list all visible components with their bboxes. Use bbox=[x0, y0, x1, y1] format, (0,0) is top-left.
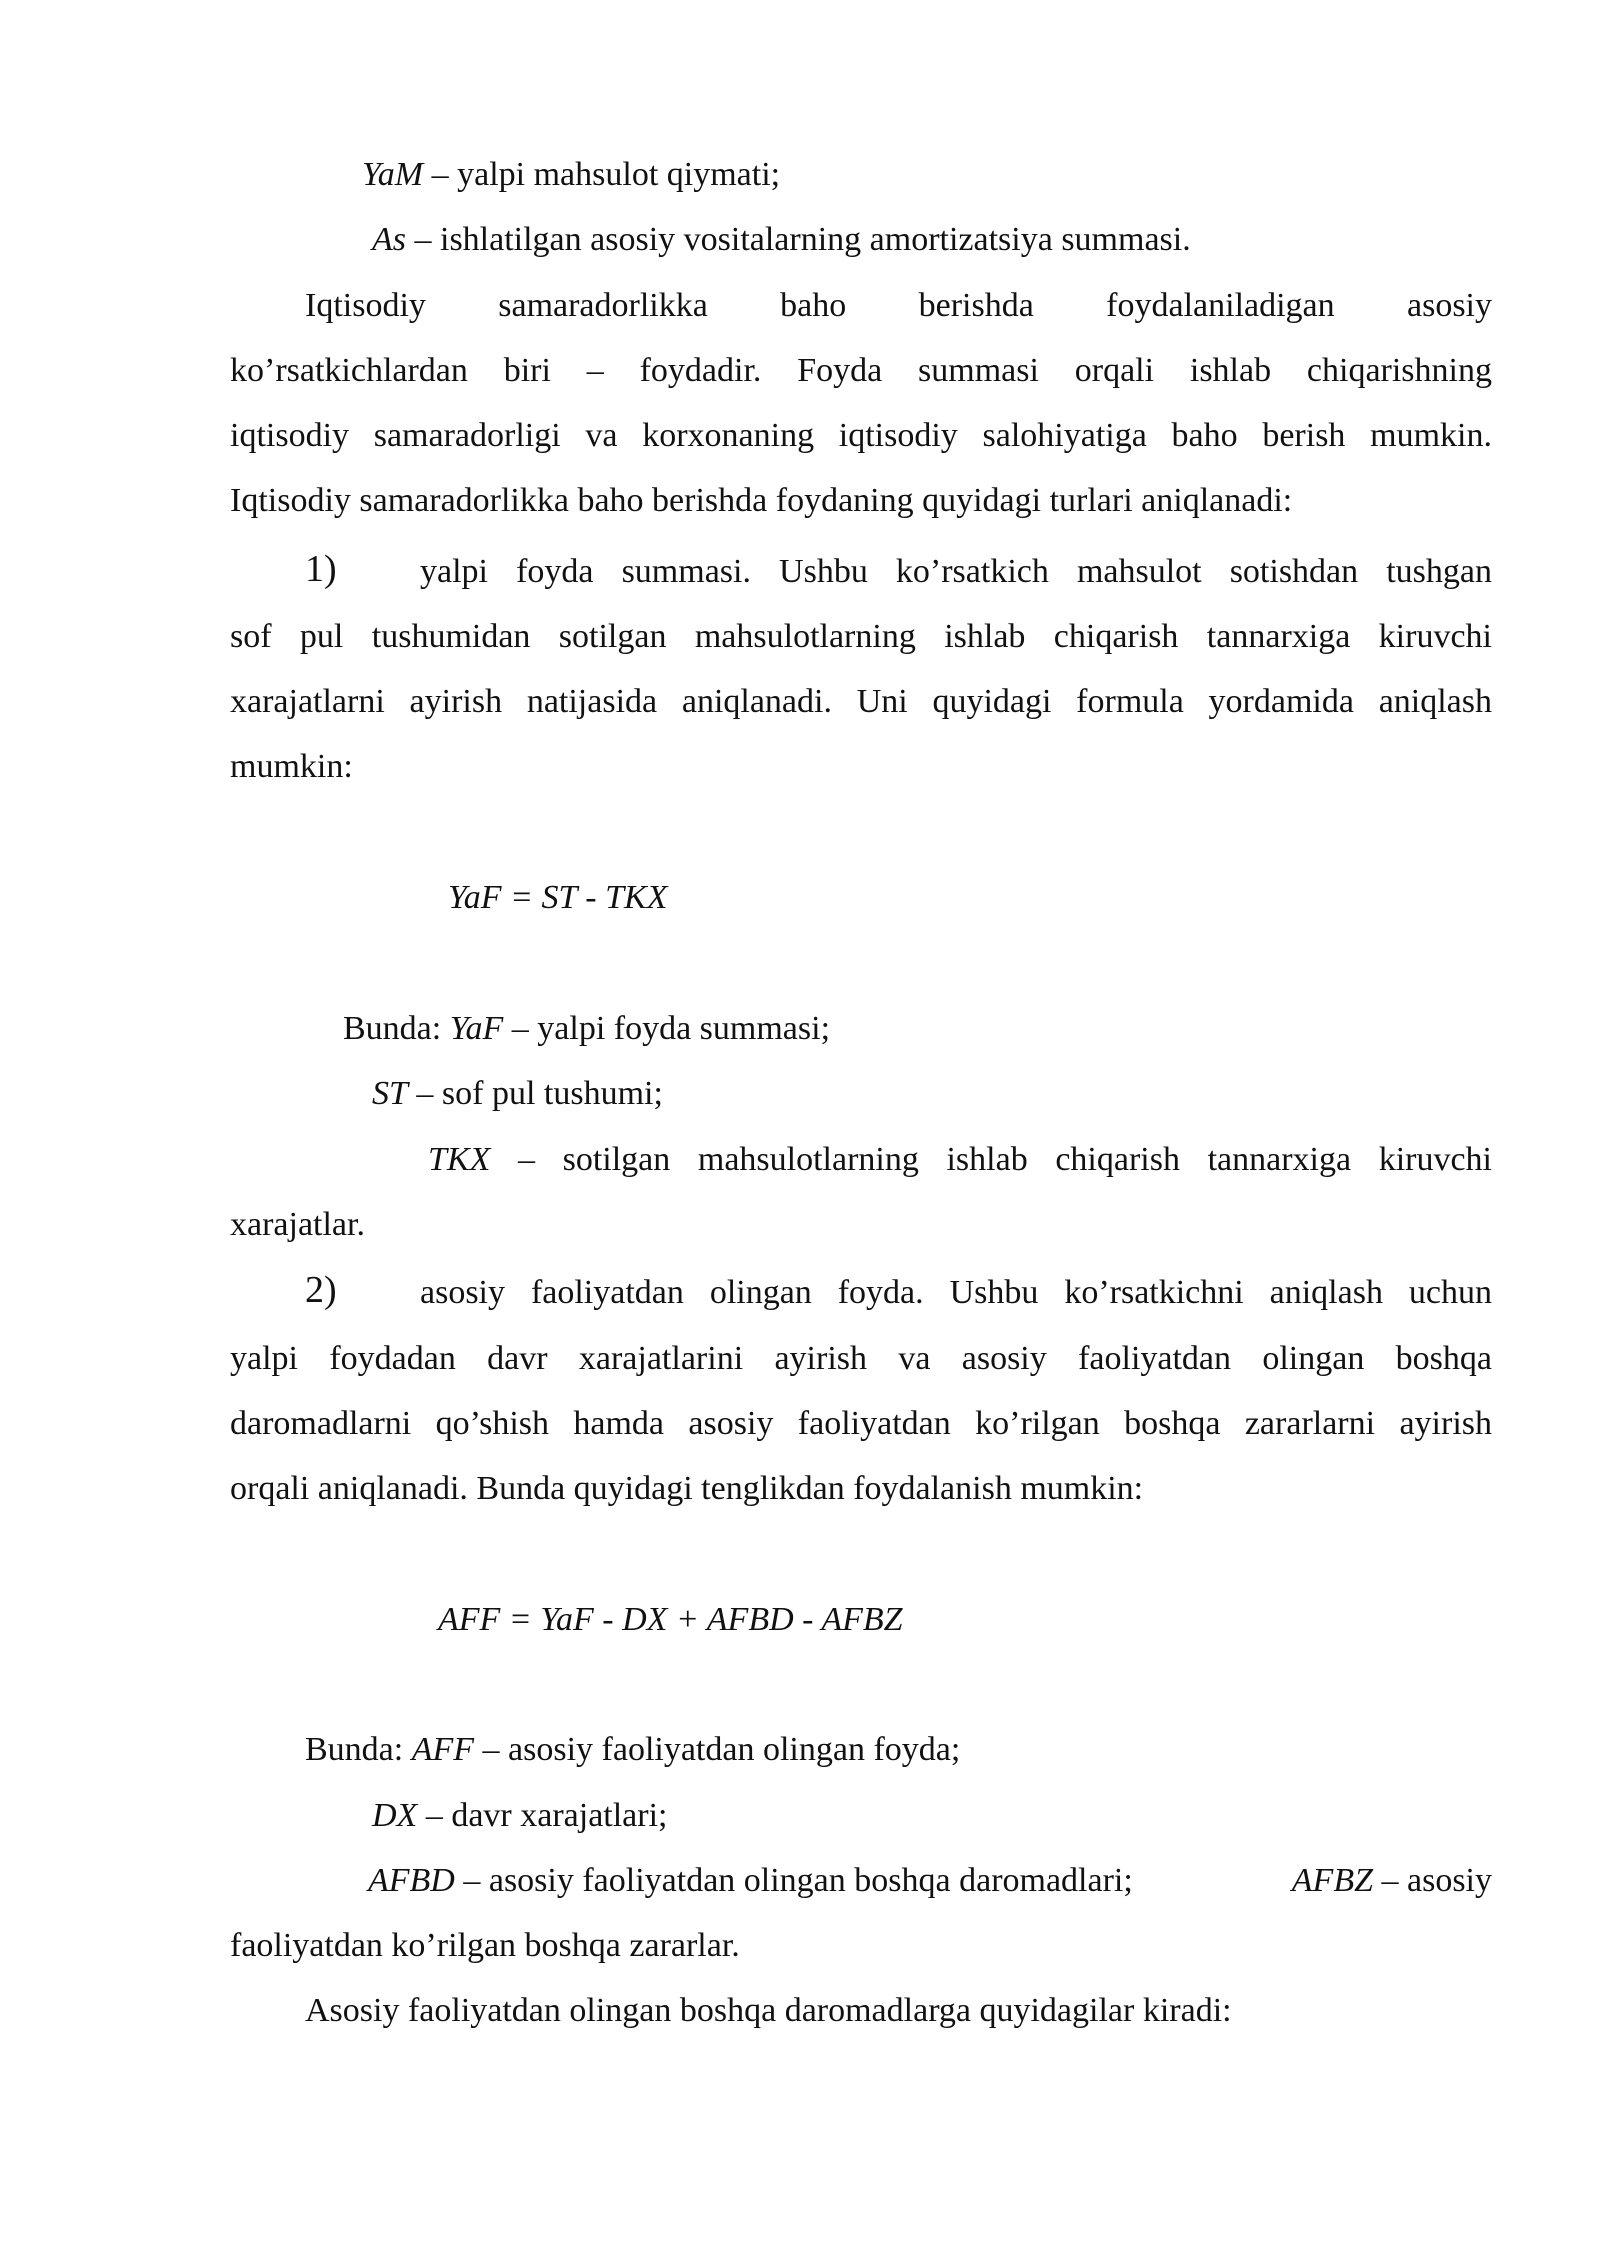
list-item-line: sof pul tushumidan sotilgan mahsulotlarning ishlab chiqarish tannarxiga kiruvchi bbox=[230, 618, 1492, 655]
list-number-2: 2) bbox=[305, 1269, 337, 1311]
list-item-line: xarajatlarni ayirish natijasida aniqlanadi. Uni quyidagi formula yordamida aniqlash bbox=[230, 683, 1492, 720]
definition-afbz-continuation: faoliyatdan ko’rilgan boshqa zararlar. bbox=[230, 1927, 740, 1964]
symbol-tkx: TKX bbox=[428, 1141, 491, 1178]
list-item-line: asosiy faoliyatdan olingan foyda. Ushbu ko’rsatkichni aniqlash uchun bbox=[420, 1274, 1492, 1311]
list-number-1: 1) bbox=[305, 548, 337, 590]
symbol-dx: DX bbox=[372, 1797, 418, 1834]
symbol-st: ST bbox=[372, 1075, 408, 1112]
definition-tkx-continuation: xarajatlar. bbox=[230, 1206, 365, 1243]
symbol-aff: AFF bbox=[411, 1731, 475, 1768]
paragraph-line: iqtisodiy samaradorligi va korxonaning iqtisodiy salohiyatiga baho berish mumkin. bbox=[230, 417, 1492, 454]
formula-asosiy-faoliyat-foyda: AFF = YaF - DX + AFBD - AFBZ bbox=[438, 1601, 903, 1638]
formula-yalpi-foyda: YaF = ST - TKX bbox=[448, 879, 668, 916]
symbol-afbz: AFBZ bbox=[1291, 1862, 1373, 1899]
paragraph-line: Iqtisodiy samaradorlikka baho berishda foydaning quyidagi turlari aniqlanadi: bbox=[230, 482, 1293, 519]
list-item-line: mumkin: bbox=[230, 748, 353, 785]
closing-sentence: Asosiy faoliyatdan olingan boshqa daromadlarga quyidagilar kiradi: bbox=[305, 1992, 1232, 2029]
paragraph-line: Iqtisodiy samaradorlikka baho berishda foydalaniladigan asosiy bbox=[305, 287, 1492, 324]
definition-as: As – ishlatilgan asosiy vositalarning amortizatsiya summasi. bbox=[372, 221, 1191, 258]
list-item-line: orqali aniqlanadi. Bunda quyidagi tenglikdan foydalanish mumkin: bbox=[230, 1470, 1144, 1507]
definition-yaf: Bunda: YaF – yalpi foyda summasi; bbox=[343, 1010, 831, 1047]
symbol-yam: YaM bbox=[362, 156, 424, 193]
definition-aff: Bunda: AFF – asosiy faoliyatdan olingan foyda; bbox=[305, 1731, 961, 1768]
symbol-afbd: AFBD bbox=[368, 1862, 455, 1899]
list-item-line: yalpi foyda summasi. Ushbu ko’rsatkich mahsulot sotishdan tushgan bbox=[420, 553, 1492, 590]
definition-yam: YaM – yalpi mahsulot qiymati; bbox=[362, 156, 781, 193]
paragraph-line: ko’rsatkichlardan biri – foydadir. Foyda summasi orqali ishlab chiqarishning bbox=[230, 352, 1492, 389]
symbol-as: As bbox=[372, 221, 406, 258]
list-item-line: daromadlarni qo’shish hamda asosiy faoliyatdan ko’rilgan boshqa zararlarni ayirish bbox=[230, 1405, 1492, 1442]
symbol-yaf: YaF bbox=[449, 1010, 504, 1047]
definition-afbd-afbz: AFBD – asosiy faoliyatdan olingan boshqa daromadlari; AFBZ – asosiy bbox=[368, 1862, 1492, 1899]
definition-dx: DX – davr xarajatlari; bbox=[372, 1797, 668, 1834]
definition-st: ST – sof pul tushumi; bbox=[372, 1075, 663, 1112]
list-item-line: yalpi foydadan davr xarajatlarini ayirish va asosiy faoliyatdan olingan boshqa bbox=[230, 1340, 1492, 1377]
definition-tkx: TKX – sotilgan mahsulotlarning ishlab chiqarish tannarxiga kiruvchi bbox=[428, 1141, 1492, 1178]
